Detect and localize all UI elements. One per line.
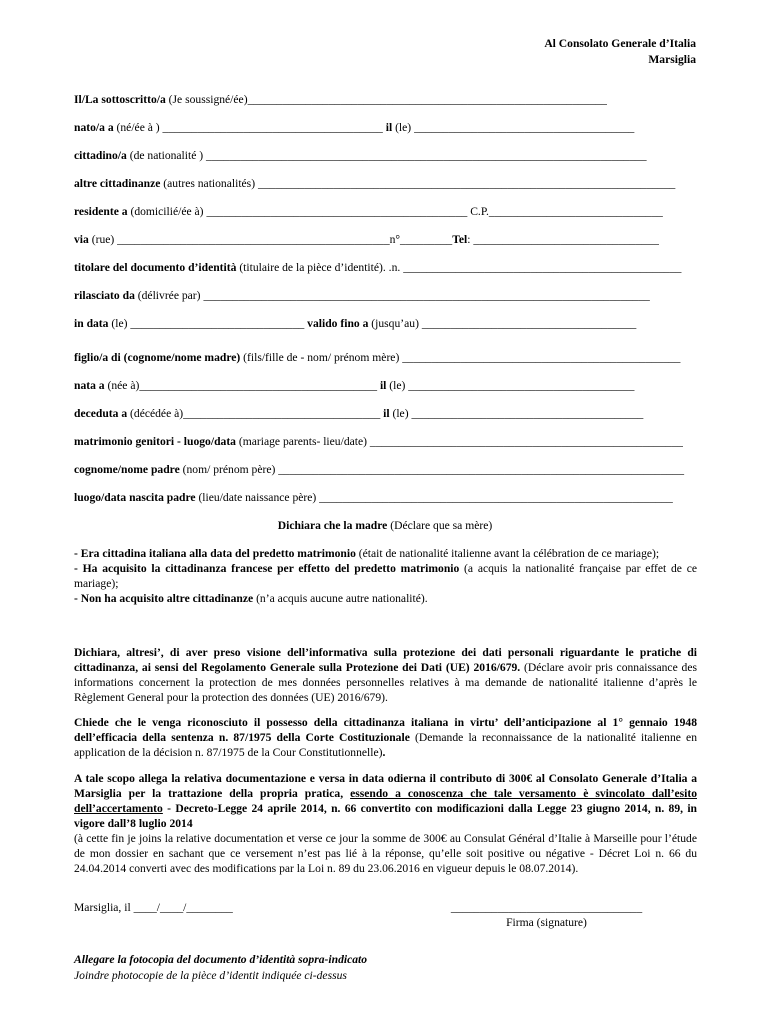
- footer-note-fr: Joindre photocopie de la pièce d’identit indiquée ci-dessus: [74, 968, 347, 982]
- field-blank[interactable]: ______________________________________________________________________: [278, 463, 685, 476]
- field-undersigned[interactable]: [74, 92, 696, 107]
- statement-it: - Non ha acquisito altre cittadinanze: [74, 592, 254, 606]
- field-label-fr: (délivrée par): [134, 289, 204, 302]
- request-end: .: [382, 746, 386, 760]
- field-label: residente a: [74, 205, 128, 218]
- field-blank[interactable]: _____________________________________: [421, 317, 637, 330]
- field-label: in data: [74, 317, 109, 330]
- field-blank[interactable]: _____________________________________________________________: [319, 491, 673, 504]
- field-label: luogo/data nascita padre: [74, 491, 196, 504]
- field-blank[interactable]: ______________________________________________________________: [247, 93, 607, 106]
- field-label: il: [380, 407, 390, 420]
- field-residence[interactable]: [74, 204, 696, 219]
- field-citizenship[interactable]: [74, 148, 696, 163]
- field-label-fr: (Je soussigné/ée): [165, 93, 248, 106]
- field-label: rilasciato da: [74, 289, 135, 302]
- field-street[interactable]: [74, 232, 696, 247]
- field-id-document[interactable]: [74, 260, 696, 275]
- field-label-fr: :: [467, 233, 474, 246]
- signature-line[interactable]: _________________________________: [450, 901, 643, 914]
- field-label: il: [377, 379, 387, 392]
- field-blank[interactable]: _____________________________________________________________________________: [203, 289, 650, 302]
- field-label-fr: (le): [386, 379, 409, 392]
- field-label-fr: (fils/fille de - nom/ prénom mère): [240, 351, 403, 364]
- field-label: nata a: [74, 379, 105, 392]
- field-blank[interactable]: ______________________________: [130, 317, 305, 330]
- place-date[interactable]: Marsiglia, il ____/____/________: [74, 901, 233, 914]
- addressee-line2: Marsiglia: [648, 53, 696, 67]
- payment-it-2: - Decreto-Legge 24 aprile 2014, n. 66 convertito con modificazioni dalla Legge 23 giugno 2014, n. 89, in vigore dall’8 luglio 2014: [74, 802, 697, 831]
- field-blank[interactable]: __________________________________: [183, 407, 381, 420]
- privacy-declaration: [74, 645, 697, 705]
- field-label: titolare del documento d’identità: [74, 261, 237, 274]
- field-label-fr: (décédée à): [127, 407, 184, 420]
- field-blank[interactable]: _______________________________________: [408, 379, 635, 392]
- field-issue-date[interactable]: [74, 316, 696, 331]
- field-label: cognome/nome padre: [74, 463, 180, 476]
- field-label-fr: (rue): [88, 233, 118, 246]
- payment-it-1: A tale scopo allega la relativa documentazione e versa in data odierna il contributo di 300€ al Consolato Generale d’Italia a Marsiglia per la trattazione della propria pratica,: [74, 772, 697, 801]
- field-label: Il/La sottoscritto/a: [74, 93, 166, 106]
- field-blank[interactable]: ________________________________________________: [402, 351, 681, 364]
- field-other-citizenships[interactable]: [74, 176, 696, 191]
- field-father-name[interactable]: [74, 462, 696, 477]
- addressee: [544, 36, 696, 68]
- field-blank[interactable]: ________________________________: [473, 233, 659, 246]
- request-it: Chiede che le venga riconosciuto il possesso della cittadinanza italiana in virtu’ dell’anticipazione al 1° gennaio 1948 dell’efficacia della sentenza n. 87/1975 della Corte Costituzionale: [74, 716, 697, 745]
- field-label: deceduta a: [74, 407, 128, 420]
- field-label-fr: C.P.: [467, 205, 489, 218]
- field-label-fr: (le): [108, 317, 131, 330]
- field-label-fr: (autres nationalités): [160, 177, 258, 190]
- field-label-fr: (domicilié/ée à): [127, 205, 207, 218]
- field-father-birth[interactable]: [74, 490, 696, 505]
- field-label-fr: (lieu/date naissance père): [195, 491, 320, 504]
- field-blank[interactable]: ________________________________________: [411, 407, 644, 420]
- footer-note: [74, 952, 367, 983]
- payment-fr: (à cette fin je joins la relative documentation et verse ce jour la somme de 300€ au Consulat Général d’Italie à Marseille pour l’étude de mon dossier en sachant que ce versement n’est pas lié à la réponse, qu’elle soit positive ou négative - Décret Loi n. 66 du 24.04.2014 converti avec des modifications par la Loi n. 89 du 23.06.2016 en vigueur depuis le 08.07.2014).: [74, 832, 697, 876]
- payment-it: [74, 771, 697, 831]
- field-birthplace[interactable]: [74, 120, 696, 135]
- footer-note-it: Allegare la fotocopia del documento d’identità sopra-indicato: [74, 953, 368, 966]
- field-label: nato/a a: [74, 121, 114, 134]
- field-label: cittadino/a: [74, 149, 127, 162]
- field-blank[interactable]: _______________________________________________n°_________: [117, 233, 453, 246]
- payment-clause: [74, 771, 697, 876]
- declaration-heading-it: Dichiara che la madre: [277, 519, 388, 532]
- field-label: valido fino a: [304, 317, 369, 330]
- field-label: via: [74, 233, 89, 246]
- field-blank[interactable]: _________________________________________: [139, 379, 378, 392]
- request-fr: (Demande la reconnaissance de la nationalité italienne en application de la décision n. 87/1975 de la Cour Constitutionnelle): [74, 731, 698, 760]
- signature-block: [440, 900, 653, 930]
- statement-no-other: [74, 591, 697, 606]
- field-blank[interactable]: ______________________________________: [414, 121, 635, 134]
- privacy-fr: (Déclare avoir pris connaissance des informations concernent la protection de mes données personnelles relatives à ma demande de nationalité italienne d’après le Règlement General pour la protection des données (UE) 2016/679).: [74, 661, 697, 705]
- field-blank[interactable]: ______________________________________________________: [369, 435, 683, 448]
- field-blank[interactable]: ________________________________________________________________________: [257, 177, 676, 190]
- field-label-fr: (née à): [104, 379, 140, 392]
- field-blank[interactable]: ____________________________________________________________________________: [206, 149, 647, 162]
- signature-label: Firma (signature): [506, 916, 587, 930]
- field-parents-marriage[interactable]: [74, 434, 696, 449]
- declaration-heading: [74, 518, 696, 533]
- field-mother-death[interactable]: [74, 406, 696, 421]
- field-label: figlio/a di (cognome/nome madre): [74, 351, 241, 364]
- statement-it: - Era cittadina italiana alla data del predetto matrimonio: [74, 547, 356, 560]
- field-label-fr: (le): [392, 121, 415, 134]
- field-mother-name[interactable]: [74, 350, 696, 365]
- statement-it: - Ha acquisito la cittadinanza francese per effetto del predetto matrimonio: [74, 562, 460, 576]
- statement-fr: (a acquis la nationalité française par effet de ce mariage);: [74, 562, 697, 591]
- field-label: altre cittadinanze: [74, 177, 161, 190]
- declaration-heading-fr: (Déclare que sa mère): [387, 519, 493, 532]
- field-issued-by[interactable]: [74, 288, 696, 303]
- field-label-fr: (jusqu’au): [368, 317, 422, 330]
- field-mother-birthplace[interactable]: [74, 378, 696, 393]
- field-blank[interactable]: _____________________________________________: [206, 205, 468, 218]
- field-blank[interactable]: ________________________________________________: [403, 261, 682, 274]
- statement-french-citizenship: [74, 561, 697, 591]
- field-label: Tel: [452, 233, 468, 246]
- mother-statements: [74, 546, 697, 606]
- statement-fr: (était de nationalité italienne avant la célébration de ce mariage);: [355, 547, 660, 560]
- field-label-fr: (mariage parents- lieu/date): [235, 435, 370, 448]
- field-label-fr: (nom/ prénom père): [179, 463, 279, 476]
- field-blank[interactable]: ______________________________________: [162, 121, 383, 134]
- field-blank[interactable]: ______________________________: [488, 205, 663, 218]
- statement-italian-citizen: [74, 546, 697, 561]
- field-label-fr: (titulaire de la pièce d’identité). .n.: [236, 261, 404, 274]
- field-label-fr: (le): [389, 407, 412, 420]
- field-label-fr: (de nationalité ): [126, 149, 207, 162]
- payment-it-underlined: essendo a conoscenza che tale versamento è svincolato dall’esito dell’accertamento: [74, 787, 697, 816]
- statement-fr: (n’a acquis aucune autre nationalité).: [253, 592, 428, 606]
- field-label: il: [382, 121, 393, 134]
- addressee-line1: Al Consolato Generale d’Italia: [544, 37, 696, 50]
- field-label: matrimonio genitori - luogo/data: [74, 435, 236, 448]
- field-label-fr: (né/ée à ): [113, 121, 163, 134]
- privacy-it: Dichiara, altresi’, di aver preso visione dell’informativa sulla protezione dei dati personali riguardante le pratiche di cittadinanza, ai sensi del Regolamento Generale sulla Protezione dei Dati (UE) 2016/679.: [74, 646, 697, 675]
- citizenship-request: [74, 715, 697, 760]
